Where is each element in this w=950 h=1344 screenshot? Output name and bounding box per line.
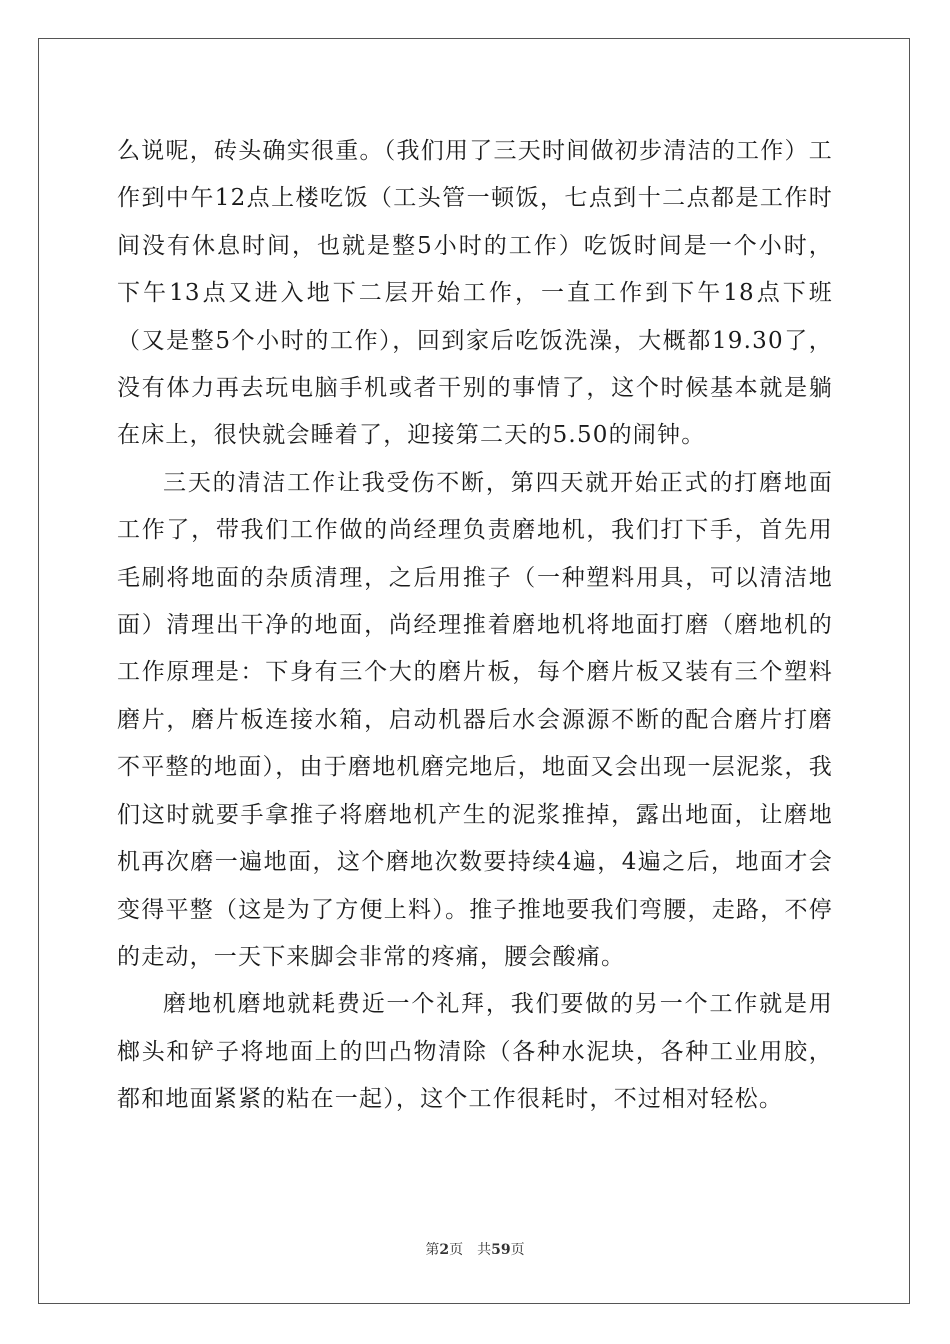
total-suffix: 页 xyxy=(510,1242,525,1258)
paragraph-1: 么说呢，砖头确实很重。（我们用了三天时间做初步清洁的工作）工作到中午12点上楼吃饭（工头管一顿饭，七点到十二点都是工作时间没有休息时间，也就是整5小时的工作）吃饭时间是一个小时，下午13点又进入地下二层开始工作，一直工作到下午18点下班（又是整5个小时的工作），回到家后吃饭洗澡，大概都19.30了，没有体力再去玩电脑手机或者干别的事情了，这个时候基本就是躺在床上，很快就会睡着了，迎接第二天的5.50的闹钟。 xyxy=(117,138,833,449)
total-prefix: 共 xyxy=(477,1242,492,1258)
page-number: 2 xyxy=(439,1242,450,1258)
total-pages: 59 xyxy=(491,1242,511,1258)
document-body xyxy=(117,128,833,1124)
paragraph-2: 三天的清洁工作让我受伤不断，第四天就开始正式的打磨地面工作了，带我们工作做的尚经理负责磨地机，我们打下手，首先用毛刷将地面的杂质清理，之后用推子（一种塑料用具，可以清洁地面）清理出干净的地面，尚经理推着磨地机将地面打磨（磨地机的工作原理是：下身有三个大的磨片板，每个磨片板又装有三个塑料磨片，磨片板连接水箱，启动机器后水会源源不断的配合磨片打磨不平整的地面），由于磨地机磨完地后，地面又会出现一层泥浆，我们这时就要手拿推子将磨地机产生的泥浆推掉，露出地面，让磨地机再次磨一遍地面，这个磨地次数要持续4遍，4遍之后，地面才会变得平整（这是为了方便上料）。推子推地要我们弯腰，走路，不停的走动，一天下来脚会非常的疼痛，腰会酸痛。 xyxy=(117,469,833,970)
paragraph-3: 磨地机磨地就耗费近一个礼拜，我们要做的另一个工作就是用榔头和铲子将地面上的凹凸物清除（各种水泥块，各种工业用胶，都和地面紧紧的粘在一起），这个工作很耗时，不过相对轻松。 xyxy=(117,991,833,1113)
page-prefix: 第 xyxy=(425,1242,440,1258)
page-footer xyxy=(0,1240,950,1260)
page-suffix: 页 xyxy=(449,1242,464,1258)
